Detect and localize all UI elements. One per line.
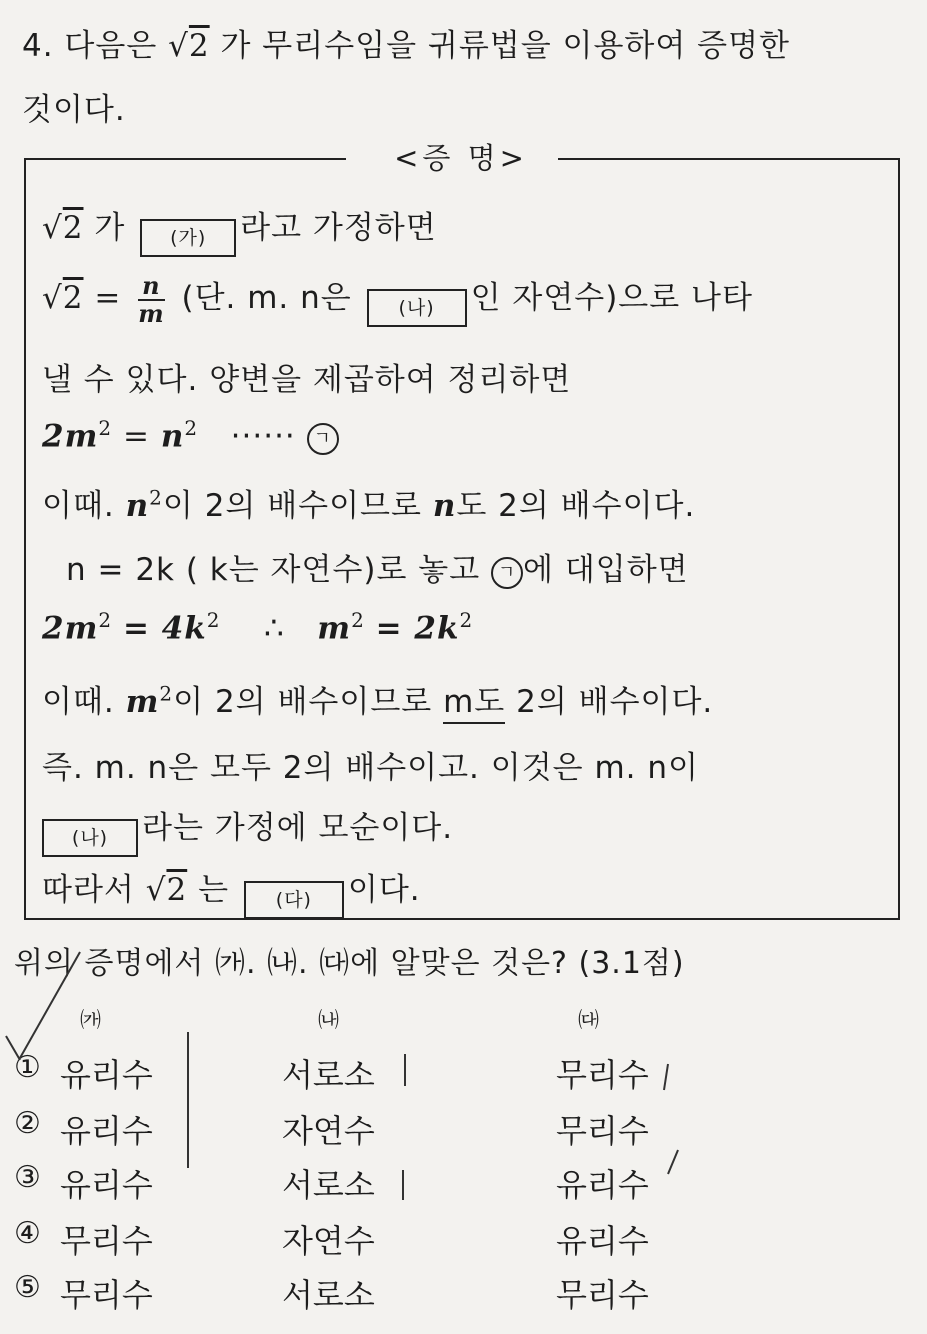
option-value-na: 서로소 [282, 1056, 375, 1094]
math: = 4k [122, 610, 207, 647]
option-value-na: 서로소 [282, 1166, 375, 1204]
text: 인 자연수)으로 나타 [470, 280, 753, 316]
text: 가 [94, 210, 126, 246]
option-value-ga: 무리수 [60, 1276, 153, 1314]
blank-da: (다) [244, 881, 344, 919]
blank-ga: (가) [140, 219, 236, 257]
exponent: 2 [98, 416, 113, 440]
sqrt-2 [168, 28, 210, 64]
exponent: 2 [149, 485, 163, 510]
option-value-da: 무리수 [556, 1112, 649, 1150]
blank-na: (나) [367, 289, 467, 327]
question-suffix: 가 무리수임을 귀류법을 이용하여 증명한 [220, 28, 790, 64]
text: 이때. [42, 684, 115, 720]
radicand: 2 [188, 28, 210, 64]
math: n [432, 488, 457, 524]
proof-line-9: 즉. m. n은 모두 2의 배수이고. 이것은 m. n이 [42, 750, 699, 786]
pen-slash-mark [20, 952, 80, 1058]
proof-line-5 [42, 480, 695, 525]
fraction-n-over-m [138, 270, 165, 328]
proof-line-4 [42, 416, 339, 455]
proof-line-6 [66, 544, 689, 589]
box-top-border-right [558, 158, 900, 160]
text: 에 대입하면 [523, 552, 689, 588]
option-value-da: 무리수 [556, 1056, 649, 1094]
math: m [125, 684, 160, 720]
pen-tick-mark [6, 1036, 20, 1060]
exponent: 2 [459, 608, 474, 632]
option-4[interactable] [0, 1216, 927, 1272]
underlined-text: m도 [443, 684, 505, 724]
proof-line-2 [42, 272, 753, 327]
dots: ······ [230, 418, 296, 455]
text: (단. m. n은 [181, 280, 352, 316]
option-number: ④ [14, 1216, 41, 1251]
math: n [125, 488, 150, 524]
text: 따라서 [42, 872, 135, 908]
exponent: 2 [206, 608, 221, 632]
circled-label-icon: ㄱ [491, 557, 523, 589]
proof-line-8 [42, 676, 713, 721]
sqrt-2: √2 [145, 872, 188, 908]
option-number: ③ [14, 1160, 41, 1195]
math: 2m [42, 418, 99, 455]
text: 라고 가정하면 [240, 210, 437, 246]
exponent: 2 [351, 608, 365, 632]
option-value-da: 무리수 [556, 1276, 649, 1314]
blank-na: (나) [42, 819, 138, 857]
question-stem [22, 14, 912, 142]
math: m [317, 610, 352, 647]
text: 이다. [347, 872, 421, 908]
option-value-ga: 유리수 [60, 1112, 153, 1150]
option-value-ga: 유리수 [60, 1166, 153, 1204]
option-value-ga: 무리수 [60, 1222, 153, 1260]
option-value-da: 유리수 [556, 1166, 649, 1204]
sqrt-2: √2 [42, 280, 84, 316]
circled-label-icon: ㄱ [307, 423, 339, 455]
text: 이때. [42, 488, 115, 524]
proof-line-1 [42, 202, 437, 257]
sqrt-2: √2 [42, 210, 84, 246]
question-prefix: 4. 다음은 [22, 28, 158, 64]
question-line-2: 것이다. [22, 92, 126, 128]
proof-line-3: 낼 수 있다. 양변을 제곱하여 정리하면 [42, 362, 572, 398]
proof-box [24, 141, 900, 920]
text: 는 [198, 872, 230, 908]
option-value-na: 서로소 [282, 1276, 375, 1314]
question-line-1 [22, 14, 912, 78]
exponent: 2 [159, 681, 174, 706]
text: 라는 가정에 모순이다. [142, 810, 454, 846]
equals: = [122, 418, 150, 455]
text: n = 2k ( k는 자연수)로 놓고 [66, 552, 481, 588]
numerator: n [138, 273, 164, 301]
header-na: ㈏ [318, 1008, 339, 1032]
option-number: ① [14, 1050, 41, 1085]
radicand: 2 [62, 280, 84, 316]
text: 이 2의 배수이므로 [173, 684, 433, 720]
exponent: 2 [184, 416, 199, 440]
denominator: m [138, 298, 165, 328]
therefore: ∴ [263, 610, 285, 647]
radicand: 2 [62, 210, 84, 246]
text: 이 2의 배수이므로 [162, 488, 422, 524]
pen-check-mark [668, 1150, 678, 1174]
pen-vertical-mark [664, 1064, 668, 1090]
box-top-border-left [24, 158, 346, 160]
radical-sign: √ [168, 28, 189, 64]
text: 도 2의 배수이다. [456, 488, 696, 524]
header-da: ㈐ [578, 1008, 599, 1032]
option-value-ga: 유리수 [60, 1056, 153, 1094]
math: = 2k [375, 610, 460, 647]
option-value-da: 유리수 [556, 1222, 649, 1260]
equals: = [94, 280, 122, 316]
proof-title: <증 명> [394, 141, 528, 175]
header-ga: ㈎ [80, 1008, 101, 1032]
radicand: 2 [166, 872, 188, 908]
option-number: ⑤ [14, 1270, 41, 1305]
option-5[interactable] [0, 1270, 927, 1326]
exponent: 2 [98, 608, 113, 632]
math: n [160, 418, 185, 455]
option-value-na: 자연수 [282, 1112, 375, 1150]
option-number: ② [14, 1106, 41, 1141]
question-ask: 위의 증명에서 ㈎. ㈏. ㈐에 알맞은 것은? (3.1점) [14, 946, 685, 981]
proof-line-7 [42, 608, 473, 646]
option-value-na: 자연수 [282, 1222, 375, 1260]
proof-line-11 [42, 864, 421, 919]
proof-line-10 [42, 802, 453, 857]
math: 2m [42, 610, 99, 647]
pen-marks [0, 940, 927, 1200]
text: 2의 배수이다. [516, 684, 714, 720]
